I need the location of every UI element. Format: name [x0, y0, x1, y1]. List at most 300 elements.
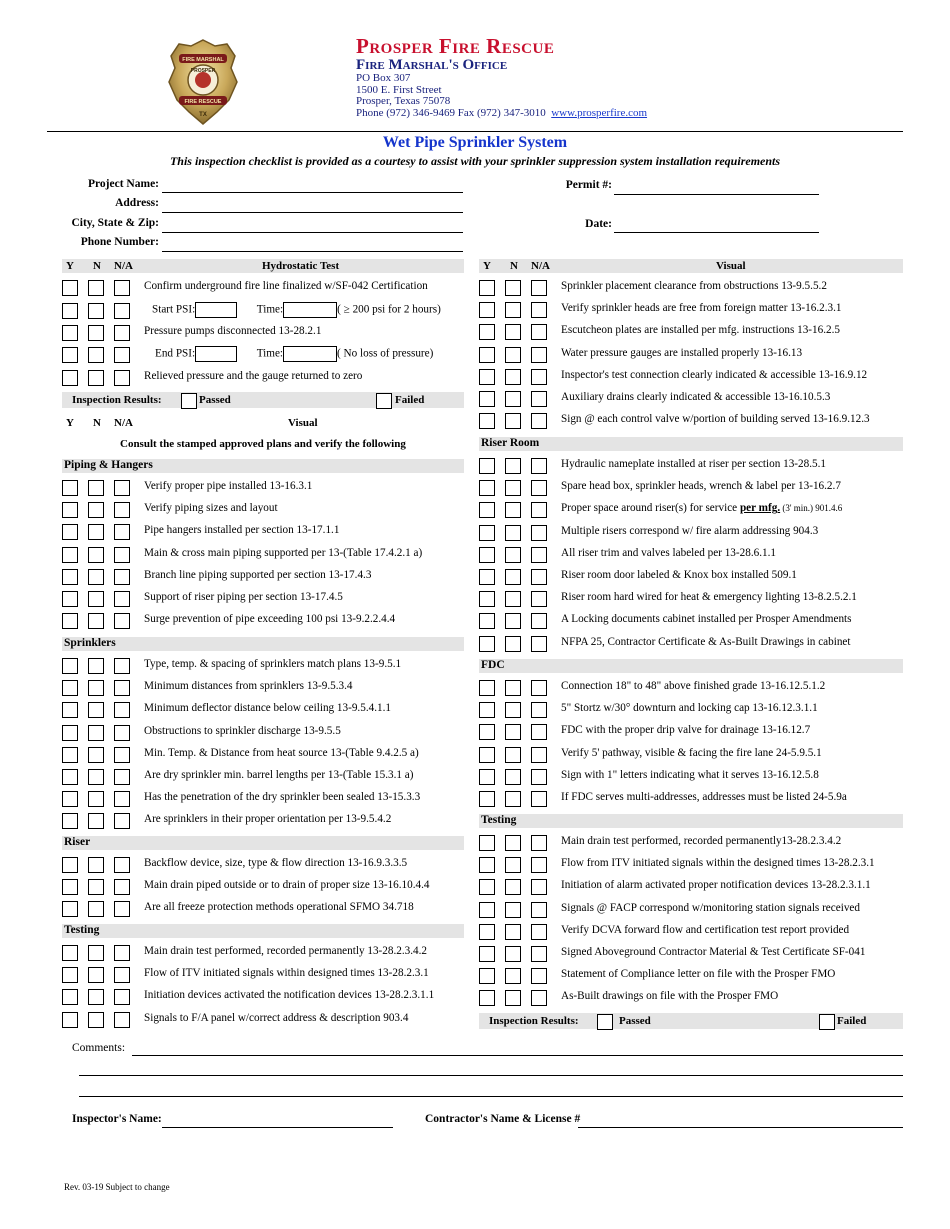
na-checkbox[interactable]: [114, 747, 130, 763]
na-checkbox[interactable]: [114, 702, 130, 718]
yes-checkbox[interactable]: [62, 280, 78, 296]
item-text: Minimum distances from sprinklers 13-9.5.3.4: [144, 680, 353, 693]
end-time-label: Time:: [256, 347, 284, 360]
yes-checkbox[interactable]: [479, 458, 495, 474]
start-time-input[interactable]: [283, 302, 337, 318]
no-checkbox[interactable]: [88, 769, 104, 785]
no-checkbox[interactable]: [505, 680, 521, 696]
item-text: Water pressure gauges are installed properly 13-16.13: [561, 346, 803, 359]
final-failed-checkbox[interactable]: [819, 1014, 835, 1030]
yes-checkbox[interactable]: [479, 636, 495, 652]
col-na: N/A: [114, 260, 133, 272]
yes-checkbox[interactable]: [62, 791, 78, 807]
item-text: Main drain test performed, recorded permanently13-28.2.3.4.2: [561, 835, 842, 847]
yes-checkbox[interactable]: [62, 879, 78, 895]
yes-checkbox[interactable]: [62, 569, 78, 585]
no-checkbox[interactable]: [505, 480, 521, 496]
comments-line-2[interactable]: [79, 1075, 903, 1076]
final-passed-label: Passed: [619, 1015, 651, 1027]
no-checkbox[interactable]: [88, 591, 104, 607]
no-checkbox[interactable]: [505, 879, 521, 895]
item-text: Verify sprinkler heads are free from foreign matter 13-16.2.3.1: [561, 302, 842, 315]
checklist-row: [479, 699, 903, 721]
na-checkbox[interactable]: [114, 879, 130, 895]
no-checkbox[interactable]: [505, 724, 521, 740]
yes-checkbox[interactable]: [62, 702, 78, 718]
no-checkbox[interactable]: [505, 547, 521, 563]
yes-checkbox[interactable]: [62, 303, 78, 319]
na-checkbox[interactable]: [531, 302, 547, 318]
checklist-row: [62, 722, 464, 744]
no-checkbox[interactable]: [88, 791, 104, 807]
item-text: Multiple risers correspond w/ fire alarm addressing 904.3: [561, 524, 819, 537]
item-text: Are all freeze protection methods operational SFMO 34.718: [144, 901, 414, 914]
yes-checkbox[interactable]: [479, 902, 495, 918]
end-psi-label: End PSI:: [155, 347, 196, 360]
no-checkbox[interactable]: [88, 658, 104, 674]
checklist-row: [62, 986, 464, 1008]
checklist-row: [62, 344, 464, 366]
comments-line-3[interactable]: [79, 1096, 903, 1097]
yes-checkbox[interactable]: [479, 968, 495, 984]
no-checkbox[interactable]: [505, 391, 521, 407]
checklist-row: [479, 410, 903, 432]
na-checkbox[interactable]: [531, 879, 547, 895]
no-checkbox[interactable]: [505, 857, 521, 873]
na-checkbox[interactable]: [531, 857, 547, 873]
na-checkbox[interactable]: [531, 769, 547, 785]
na-checkbox[interactable]: [114, 989, 130, 1005]
consult-note: Consult the stamped approved plans and verify the following: [120, 438, 406, 450]
checklist-row: [479, 921, 903, 943]
item-text: Spare head box, sprinkler heads, wrench & label per 13-16.2.7: [561, 480, 841, 493]
item-text: Initiation devices activated the notification devices 13-28.2.3.1.1: [144, 989, 435, 1002]
item-text: Statement of Compliance letter on file with the Prosper FMO: [561, 968, 836, 981]
item-text-part: Proper space around riser(s) for service: [561, 502, 740, 515]
col-n: N: [93, 417, 101, 429]
col-y: Y: [66, 260, 74, 272]
no-checkbox[interactable]: [88, 547, 104, 563]
checklist-row: [62, 788, 464, 810]
yes-checkbox[interactable]: [62, 547, 78, 563]
no-checkbox[interactable]: [88, 303, 104, 319]
yes-checkbox[interactable]: [479, 702, 495, 718]
item-text: Connection 18" to 48" above finished grade 13-16.12.5.1.2: [561, 680, 826, 692]
na-checkbox[interactable]: [531, 280, 547, 296]
no-checkbox[interactable]: [505, 946, 521, 962]
no-checkbox[interactable]: [88, 569, 104, 585]
na-checkbox[interactable]: [531, 391, 547, 407]
checklist-row: [62, 588, 464, 610]
yes-checkbox[interactable]: [479, 857, 495, 873]
no-checkbox[interactable]: [505, 791, 521, 807]
no-checkbox[interactable]: [505, 280, 521, 296]
yes-checkbox[interactable]: [479, 302, 495, 318]
yes-checkbox[interactable]: [62, 370, 78, 386]
na-checkbox[interactable]: [114, 569, 130, 585]
no-checkbox[interactable]: [505, 902, 521, 918]
no-checkbox[interactable]: [505, 990, 521, 1006]
na-checkbox[interactable]: [531, 791, 547, 807]
sprinklers-section-header: Sprinklers: [64, 637, 116, 649]
yes-checkbox[interactable]: [62, 945, 78, 961]
end-time-input[interactable]: [283, 346, 337, 362]
item-text: Branch line piping supported per section 13-17.4.3: [144, 568, 372, 581]
na-checkbox[interactable]: [114, 813, 130, 829]
checklist-row: [62, 322, 464, 344]
no-checkbox[interactable]: [88, 747, 104, 763]
no-checkbox[interactable]: [505, 591, 521, 607]
yes-checkbox[interactable]: [62, 480, 78, 496]
yes-checkbox[interactable]: [479, 613, 495, 629]
no-checkbox[interactable]: [505, 769, 521, 785]
no-checkbox[interactable]: [505, 747, 521, 763]
badge-text-bottom: FIRE RESCUE: [184, 99, 222, 105]
col-n: N: [510, 260, 518, 272]
na-checkbox[interactable]: [531, 324, 547, 340]
yes-checkbox[interactable]: [479, 747, 495, 763]
no-checkbox[interactable]: [505, 458, 521, 474]
na-checkbox[interactable]: [531, 480, 547, 496]
na-checkbox[interactable]: [531, 924, 547, 940]
no-checkbox[interactable]: [88, 613, 104, 629]
na-checkbox[interactable]: [531, 525, 547, 541]
na-checkbox[interactable]: [531, 591, 547, 607]
col-na: N/A: [114, 417, 133, 429]
checklist-row: [62, 898, 464, 920]
checklist-row: [479, 522, 903, 544]
project-name-field[interactable]: [162, 192, 463, 193]
yes-checkbox[interactable]: [479, 724, 495, 740]
fdc-section-header-bar: [479, 659, 903, 673]
item-text: Pressure pumps disconnected 13-28.2.1: [144, 325, 322, 337]
na-checkbox[interactable]: [114, 524, 130, 540]
item-text: All riser trim and valves labeled per 13-28.6.1.1: [561, 546, 776, 559]
yes-checkbox[interactable]: [479, 347, 495, 363]
item-text: Verify 5' pathway, visible & facing the fire lane 24-5.9.5.1: [561, 746, 822, 759]
checklist-row: [62, 655, 464, 677]
badge-text-top: FIRE MARSHAL: [182, 57, 224, 63]
end-psi-input[interactable]: [195, 346, 237, 362]
yes-checkbox[interactable]: [62, 725, 78, 741]
na-checkbox[interactable]: [114, 680, 130, 696]
date-field[interactable]: [614, 232, 819, 233]
checklist-row: [479, 455, 903, 477]
checklist-row: [479, 544, 903, 566]
yes-checkbox[interactable]: [479, 680, 495, 696]
permit-label: Permit #:: [565, 179, 612, 191]
badge-text-state: TX: [199, 112, 207, 118]
hydro-failed-label: Failed: [395, 394, 425, 406]
contractor-label: Contractor's Name & License #: [425, 1113, 581, 1125]
item-text: NFPA 25, Contractor Certificate & As-Built Drawings in cabinet: [561, 635, 851, 648]
na-checkbox[interactable]: [114, 547, 130, 563]
address-line-2: 1500 E. First Street: [356, 84, 442, 96]
no-checkbox[interactable]: [88, 325, 104, 341]
item-text-part: (3' min.) 901.4.6: [780, 503, 843, 514]
checklist-row: [479, 854, 903, 876]
yes-checkbox[interactable]: [62, 680, 78, 696]
phone-fax: Phone (972) 346-9469 Fax (972) 347-3010: [356, 107, 546, 119]
no-checkbox[interactable]: [88, 857, 104, 873]
item-text: Pipe hangers installed per section 13-17.1.1: [144, 524, 340, 537]
item-text: Riser room door labeled & Knox box installed 509.1: [561, 569, 797, 581]
yes-checkbox[interactable]: [62, 524, 78, 540]
na-checkbox[interactable]: [531, 680, 547, 696]
no-checkbox[interactable]: [88, 945, 104, 961]
item-text: Main drain test performed, recorded permanently 13-28.2.3.4.2: [144, 945, 428, 957]
item-text: Riser room hard wired for heat & emergency lighting 13-8.2.5.2.1: [561, 591, 857, 604]
no-checkbox[interactable]: [505, 302, 521, 318]
hydro-results-label: Inspection Results:: [72, 394, 162, 406]
no-checkbox[interactable]: [505, 924, 521, 940]
item-text: Support of riser piping per section 13-17.4.5: [144, 591, 343, 603]
no-checkbox[interactable]: [88, 1012, 104, 1028]
checklist-row: [479, 943, 903, 965]
yes-checkbox[interactable]: [479, 547, 495, 563]
item-text: 5" Stortz w/30° downturn and locking cap 13-16.12.3.1.1: [561, 702, 818, 715]
na-checkbox[interactable]: [114, 370, 130, 386]
item-text: Relieved pressure and the gauge returned to zero: [144, 370, 363, 382]
right-testing-section-header-bar: [479, 814, 903, 828]
checklist-row: [479, 499, 903, 521]
checklist-row: [479, 899, 903, 921]
na-checkbox[interactable]: [114, 347, 130, 363]
yes-checkbox[interactable]: [479, 879, 495, 895]
inspector-field[interactable]: [162, 1127, 393, 1128]
na-checkbox[interactable]: [114, 303, 130, 319]
na-checkbox[interactable]: [114, 769, 130, 785]
fire-marshal-badge-logo: [165, 38, 241, 126]
item-text: Flow of ITV initiated signals within designed times 13-28.2.3.1: [144, 967, 429, 980]
yes-checkbox[interactable]: [479, 990, 495, 1006]
no-checkbox[interactable]: [88, 280, 104, 296]
yes-checkbox[interactable]: [479, 591, 495, 607]
start-psi-label: Start PSI:: [152, 303, 196, 316]
start-note: ( ≥ 200 psi for 2 hours): [337, 303, 441, 316]
na-checkbox[interactable]: [114, 901, 130, 917]
yes-checkbox[interactable]: [479, 413, 495, 429]
city-state-zip-field[interactable]: [162, 232, 463, 233]
checklist-row: [62, 744, 464, 766]
yes-checkbox[interactable]: [62, 967, 78, 983]
na-checkbox[interactable]: [531, 902, 547, 918]
no-checkbox[interactable]: [505, 324, 521, 340]
item-text: If FDC serves multi-addresses, addresses must be listed 24-5.9a: [561, 791, 847, 803]
yes-checkbox[interactable]: [479, 924, 495, 940]
checklist-row: [62, 566, 464, 588]
yes-checkbox[interactable]: [62, 1012, 78, 1028]
yes-checkbox[interactable]: [479, 280, 495, 296]
yes-checkbox[interactable]: [479, 502, 495, 518]
checklist-row: [62, 499, 464, 521]
na-checkbox[interactable]: [531, 946, 547, 962]
no-checkbox[interactable]: [88, 901, 104, 917]
address-label: Address:: [115, 197, 159, 209]
yes-checkbox[interactable]: [62, 901, 78, 917]
na-checkbox[interactable]: [114, 325, 130, 341]
checklist-row: [62, 810, 464, 832]
no-checkbox[interactable]: [505, 702, 521, 718]
website-link[interactable]: www.prosperfire.com: [551, 107, 648, 119]
checklist-row: [479, 588, 903, 610]
riser-room-section-header-bar: [479, 437, 903, 451]
na-checkbox[interactable]: [531, 347, 547, 363]
na-checkbox[interactable]: [531, 835, 547, 851]
riser-room-section-header: Riser Room: [481, 437, 540, 449]
yes-checkbox[interactable]: [479, 525, 495, 541]
testing-section-header-bar: [62, 924, 464, 938]
start-psi-input[interactable]: [195, 302, 237, 318]
na-checkbox[interactable]: [114, 725, 130, 741]
checklist-row: [62, 367, 464, 389]
na-checkbox[interactable]: [531, 613, 547, 629]
no-checkbox[interactable]: [88, 725, 104, 741]
no-checkbox[interactable]: [88, 702, 104, 718]
no-checkbox[interactable]: [88, 370, 104, 386]
yes-checkbox[interactable]: [479, 480, 495, 496]
na-checkbox[interactable]: [114, 591, 130, 607]
item-text: A Locking documents cabinet installed per Prosper Amendments: [561, 613, 852, 626]
checklist-row: [479, 965, 903, 987]
yes-checkbox[interactable]: [62, 989, 78, 1005]
item-text: Main & cross main piping supported per 13-(Table 17.4.2.1 a): [144, 546, 423, 559]
na-checkbox[interactable]: [531, 413, 547, 429]
no-checkbox[interactable]: [88, 989, 104, 1005]
checklist-row: [62, 1009, 464, 1031]
yes-checkbox[interactable]: [479, 369, 495, 385]
item-text: Verify proper pipe installed 13-16.3.1: [144, 480, 313, 492]
item-text: Initiation of alarm activated proper notification devices 13-28.2.3.1.1: [561, 879, 871, 892]
start-psi-group: [152, 302, 441, 318]
item-text: Has the penetration of the dry sprinkler been sealed 13-15.3.3: [144, 791, 421, 804]
item-text: [561, 502, 842, 514]
na-checkbox[interactable]: [114, 857, 130, 873]
yes-checkbox[interactable]: [479, 391, 495, 407]
end-psi-group: [155, 346, 433, 362]
testing-section-header: Testing: [64, 924, 100, 936]
yes-checkbox[interactable]: [62, 325, 78, 341]
na-checkbox[interactable]: [531, 569, 547, 585]
no-checkbox[interactable]: [505, 613, 521, 629]
yes-checkbox[interactable]: [479, 946, 495, 962]
no-checkbox[interactable]: [88, 967, 104, 983]
right-testing-section-header: Testing: [481, 814, 517, 826]
no-checkbox[interactable]: [88, 680, 104, 696]
no-checkbox[interactable]: [505, 369, 521, 385]
na-checkbox[interactable]: [531, 990, 547, 1006]
no-checkbox[interactable]: [505, 525, 521, 541]
badge-text-mid: PROSPER: [190, 68, 216, 74]
item-text: Surge prevention of pipe exceeding 100 psi 13-9.2.2.4.4: [144, 613, 396, 626]
yes-checkbox[interactable]: [479, 769, 495, 785]
na-checkbox[interactable]: [114, 480, 130, 496]
yes-checkbox[interactable]: [62, 813, 78, 829]
col-y: Y: [483, 260, 491, 272]
na-checkbox[interactable]: [531, 458, 547, 474]
no-checkbox[interactable]: [505, 636, 521, 652]
checklist-row: [62, 876, 464, 898]
contractor-field[interactable]: [578, 1127, 903, 1128]
permit-field[interactable]: [614, 194, 819, 195]
yes-checkbox[interactable]: [62, 347, 78, 363]
no-checkbox[interactable]: [505, 347, 521, 363]
na-checkbox[interactable]: [531, 747, 547, 763]
yes-checkbox[interactable]: [479, 569, 495, 585]
hydro-failed-checkbox[interactable]: [376, 393, 392, 409]
na-checkbox[interactable]: [114, 613, 130, 629]
checklist-row: [62, 942, 464, 964]
final-passed-checkbox[interactable]: [597, 1014, 613, 1030]
yes-checkbox[interactable]: [62, 613, 78, 629]
yes-checkbox[interactable]: [62, 857, 78, 873]
na-checkbox[interactable]: [114, 502, 130, 518]
yes-checkbox[interactable]: [479, 791, 495, 807]
checklist-row: [479, 987, 903, 1009]
no-checkbox[interactable]: [505, 569, 521, 585]
right-visual-header: Visual: [716, 260, 746, 272]
comments-line-1[interactable]: [132, 1055, 903, 1056]
no-checkbox[interactable]: [88, 879, 104, 895]
checklist-row: [479, 299, 903, 321]
no-checkbox[interactable]: [505, 413, 521, 429]
yes-checkbox[interactable]: [62, 502, 78, 518]
item-text-emphasis: per mfg.: [739, 502, 781, 515]
item-text: Flow from ITV initiated signals within the designed times 13-28.2.3.1: [561, 857, 875, 870]
checklist-row: [479, 344, 903, 366]
yes-checkbox[interactable]: [479, 324, 495, 340]
no-checkbox[interactable]: [88, 813, 104, 829]
na-checkbox[interactable]: [114, 280, 130, 296]
item-text: Min. Temp. & Distance from heat source 13-(Table 9.4.2.5 a): [144, 746, 419, 759]
na-checkbox[interactable]: [531, 724, 547, 740]
no-checkbox[interactable]: [88, 502, 104, 518]
hydro-passed-checkbox[interactable]: [181, 393, 197, 409]
na-checkbox[interactable]: [531, 502, 547, 518]
na-checkbox[interactable]: [531, 547, 547, 563]
yes-checkbox[interactable]: [479, 835, 495, 851]
riser-section-header-bar: [62, 836, 464, 850]
no-checkbox[interactable]: [88, 480, 104, 496]
no-checkbox[interactable]: [505, 502, 521, 518]
na-checkbox[interactable]: [114, 658, 130, 674]
no-checkbox[interactable]: [505, 968, 521, 984]
item-text: Backflow device, size, type & flow direction 13-16.9.3.3.5: [144, 857, 408, 869]
na-checkbox[interactable]: [531, 369, 547, 385]
hydro-passed-label: Passed: [199, 394, 231, 406]
yes-checkbox[interactable]: [62, 769, 78, 785]
checklist-row: [62, 854, 464, 876]
no-checkbox[interactable]: [88, 524, 104, 540]
na-checkbox[interactable]: [531, 702, 547, 718]
no-checkbox[interactable]: [88, 347, 104, 363]
checklist-row: [479, 388, 903, 410]
na-checkbox[interactable]: [114, 945, 130, 961]
address-line-3: Prosper, Texas 75078: [356, 95, 451, 107]
no-checkbox[interactable]: [505, 835, 521, 851]
na-checkbox[interactable]: [531, 636, 547, 652]
final-failed-label: Failed: [837, 1015, 867, 1027]
na-checkbox[interactable]: [531, 968, 547, 984]
phone-number-field[interactable]: [162, 251, 463, 252]
yes-checkbox[interactable]: [62, 658, 78, 674]
na-checkbox[interactable]: [114, 1012, 130, 1028]
yes-checkbox[interactable]: [62, 591, 78, 607]
na-checkbox[interactable]: [114, 967, 130, 983]
address-field[interactable]: [162, 212, 463, 213]
yes-checkbox[interactable]: [62, 747, 78, 763]
na-checkbox[interactable]: [114, 791, 130, 807]
